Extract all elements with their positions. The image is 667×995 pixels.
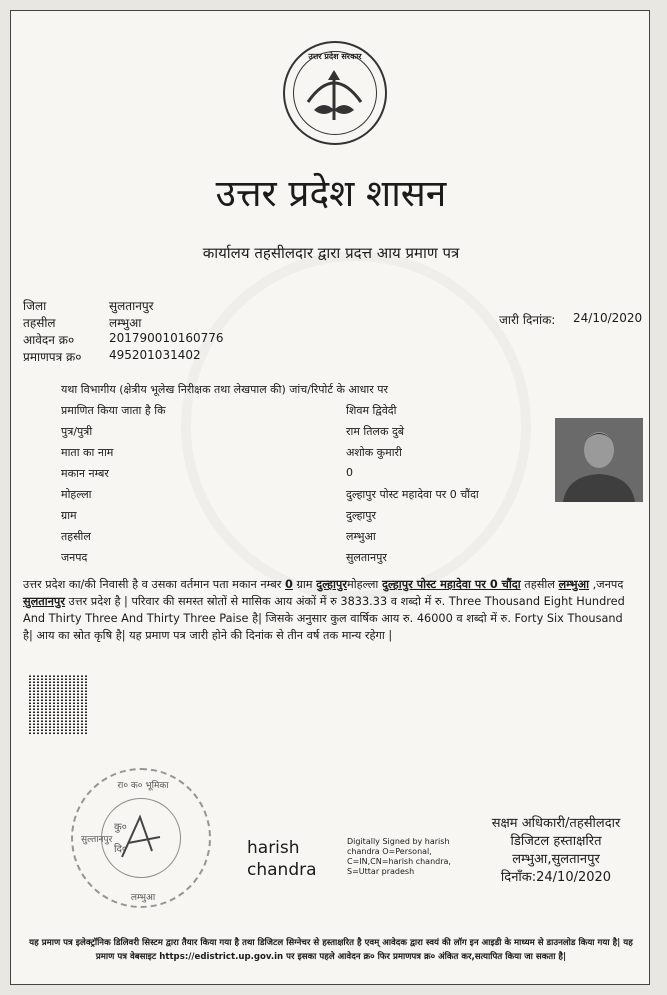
house-number: 0 — [346, 466, 353, 479]
district-detail-value: सुलतानपुर — [346, 551, 387, 564]
digital-sign-line-3: C=IN,CN=harish chandra, — [347, 857, 451, 866]
office-seal — [71, 768, 211, 908]
authority-title: सक्षम अधिकारी/तहसीलदार — [491, 816, 621, 831]
up-government-emblem — [283, 41, 387, 145]
village-value: दुल्हापुर — [346, 509, 377, 522]
detail-label: ग्राम — [61, 509, 77, 522]
detail-label: तहसील — [61, 530, 91, 543]
detail-label: मोहल्ला — [61, 488, 92, 501]
authority-block — [481, 815, 631, 887]
certificate-subtitle: कार्यालय तहसीलदार द्वारा प्रदत्त आय प्रमाण पत्र — [202, 244, 460, 262]
certificate-page — [10, 10, 650, 985]
certificate-number-label: प्रमाणपत्र क्र० — [23, 350, 82, 364]
signatory-name-line-1: harish — [247, 838, 300, 858]
bow-arrow-fish-icon — [294, 52, 375, 133]
person-photo-icon — [555, 418, 643, 502]
detail-label: माता का नाम — [61, 446, 114, 459]
detail-label: मकान नम्बर — [61, 467, 109, 480]
seal-side-text: सुल्तानपुर — [81, 835, 113, 845]
district-value: सुलतानपुर — [109, 299, 154, 313]
tehsil-inline: लम्भुआ — [558, 578, 590, 591]
qr-code — [27, 674, 87, 734]
issue-date-label: जारी दिनांक: — [499, 313, 556, 327]
emblem-text: उत्तर प्रदेश सरकार — [308, 52, 362, 61]
authority-digital: डिजिटल हस्ताक्षरित — [510, 834, 602, 849]
detail-label: पुत्र/पुत्री — [61, 425, 93, 438]
application-number-label: आवेदन क्र० — [23, 333, 75, 347]
applicant-name: शिवम द्विवेदी — [346, 404, 397, 417]
detail-label: जनपद — [61, 551, 88, 564]
seal-signature-mark-icon — [102, 799, 179, 876]
mother-name: अशोक कुमारी — [346, 446, 402, 459]
district-inline: सुलतानपुर — [23, 595, 65, 608]
house-number-inline: 0 — [285, 578, 293, 591]
seal-bottom-text: लम्भुआ — [130, 893, 156, 903]
application-number-value: 201790010160776 — [109, 331, 224, 345]
seal-line-1: कु० — [114, 822, 127, 833]
digital-sign-line-1: Digitally Signed by harish — [347, 837, 450, 846]
signatory-name-line-2: chandra — [247, 860, 317, 880]
tehsil-detail-value: लम्भुआ — [346, 530, 376, 543]
district-label: जिला — [23, 299, 47, 313]
authority-location: लम्भुआ,सुलतानपुर — [512, 852, 600, 867]
income-statement-paragraph: उत्तर प्रदेश का/की निवासी है व उसका वर्तमान पता मकान नम्बर 0 ग्राम दुल्हापुरमोहल्ला दुल्हापुर पोस्ट महादेवा पर 0 चौंदा तहसील लम्भुआ ,जनपद सुलतानपुर उत्तर प्रदेश है | परिवार की समस्त स्रोतों से मासिक आय अंकों में रु 3833.33 व शब्दो में रु. Three Thousand Eight Hundred And Thirty Three And Thirty Three Paise है| जिसके अनुसार कुल वार्षिक आय रु. 46000 व शब्दो में रु. Forty Six Thousand है| आय का स्रोत कृषि है| यह प्रमाण पत्र जारी होने की दिनांक से तीन वर्ष तक मान्य रहेगा | — [23, 578, 625, 642]
seal-line-2: दि० — [114, 844, 128, 855]
digital-sign-line-2: chandra O=Personal, — [347, 847, 432, 856]
digital-sign-line-4: S=Uttar pradesh — [347, 867, 415, 876]
applicant-photo — [555, 418, 643, 502]
tehsil-label: तहसील — [23, 316, 56, 330]
mohalla-inline: दुल्हापुर पोस्ट महादेवा पर 0 चौंदा — [381, 578, 521, 591]
page-title: उत्तर प्रदेश शासन — [215, 172, 447, 215]
village-inline: दुल्हापुर — [316, 578, 347, 591]
father-name: राम तिलक दुबे — [346, 425, 405, 438]
certificate-number-value: 495201031402 — [109, 348, 201, 362]
mohalla-value: दुल्हापुर पोस्ट महादेवा पर 0 चौंदा — [346, 488, 479, 501]
verification-intro: यथा विभागीय (क्षेत्रीय भूलेख निरीक्षक तथा लेखपाल की) जांच/रिपोर्ट के आधार पर — [61, 383, 388, 396]
authority-date: दिनाँक:24/10/2020 — [500, 870, 612, 885]
verification-footer: यह प्रमाण पत्र इलेक्ट्रॉनिक डिलिवरी सिस्टम द्वारा तैयार किया गया है तथा डिजिटल सिग्नेचर से हस्ताक्षरित है एवम् आवेदक द्वारा स्वयं की लॉग इन आइडी के माध्यम से डाउनलोड किया गया है| यह प्रमाण पत्र वेबसाइट https://edistrict.up.gov.in पर इसका पहले आवेदन क्र० फिर प्रमाणपत्र क्र० अंकित कर,सत्यापित किया जा सकता है| — [29, 938, 633, 962]
issue-date-value: 24/10/2020 — [573, 311, 643, 325]
seal-top-text: रा० क० भूमिका — [117, 781, 169, 791]
detail-label: प्रमाणित किया जाता है कि — [61, 404, 166, 417]
tehsil-value: लम्भुआ — [109, 316, 142, 330]
